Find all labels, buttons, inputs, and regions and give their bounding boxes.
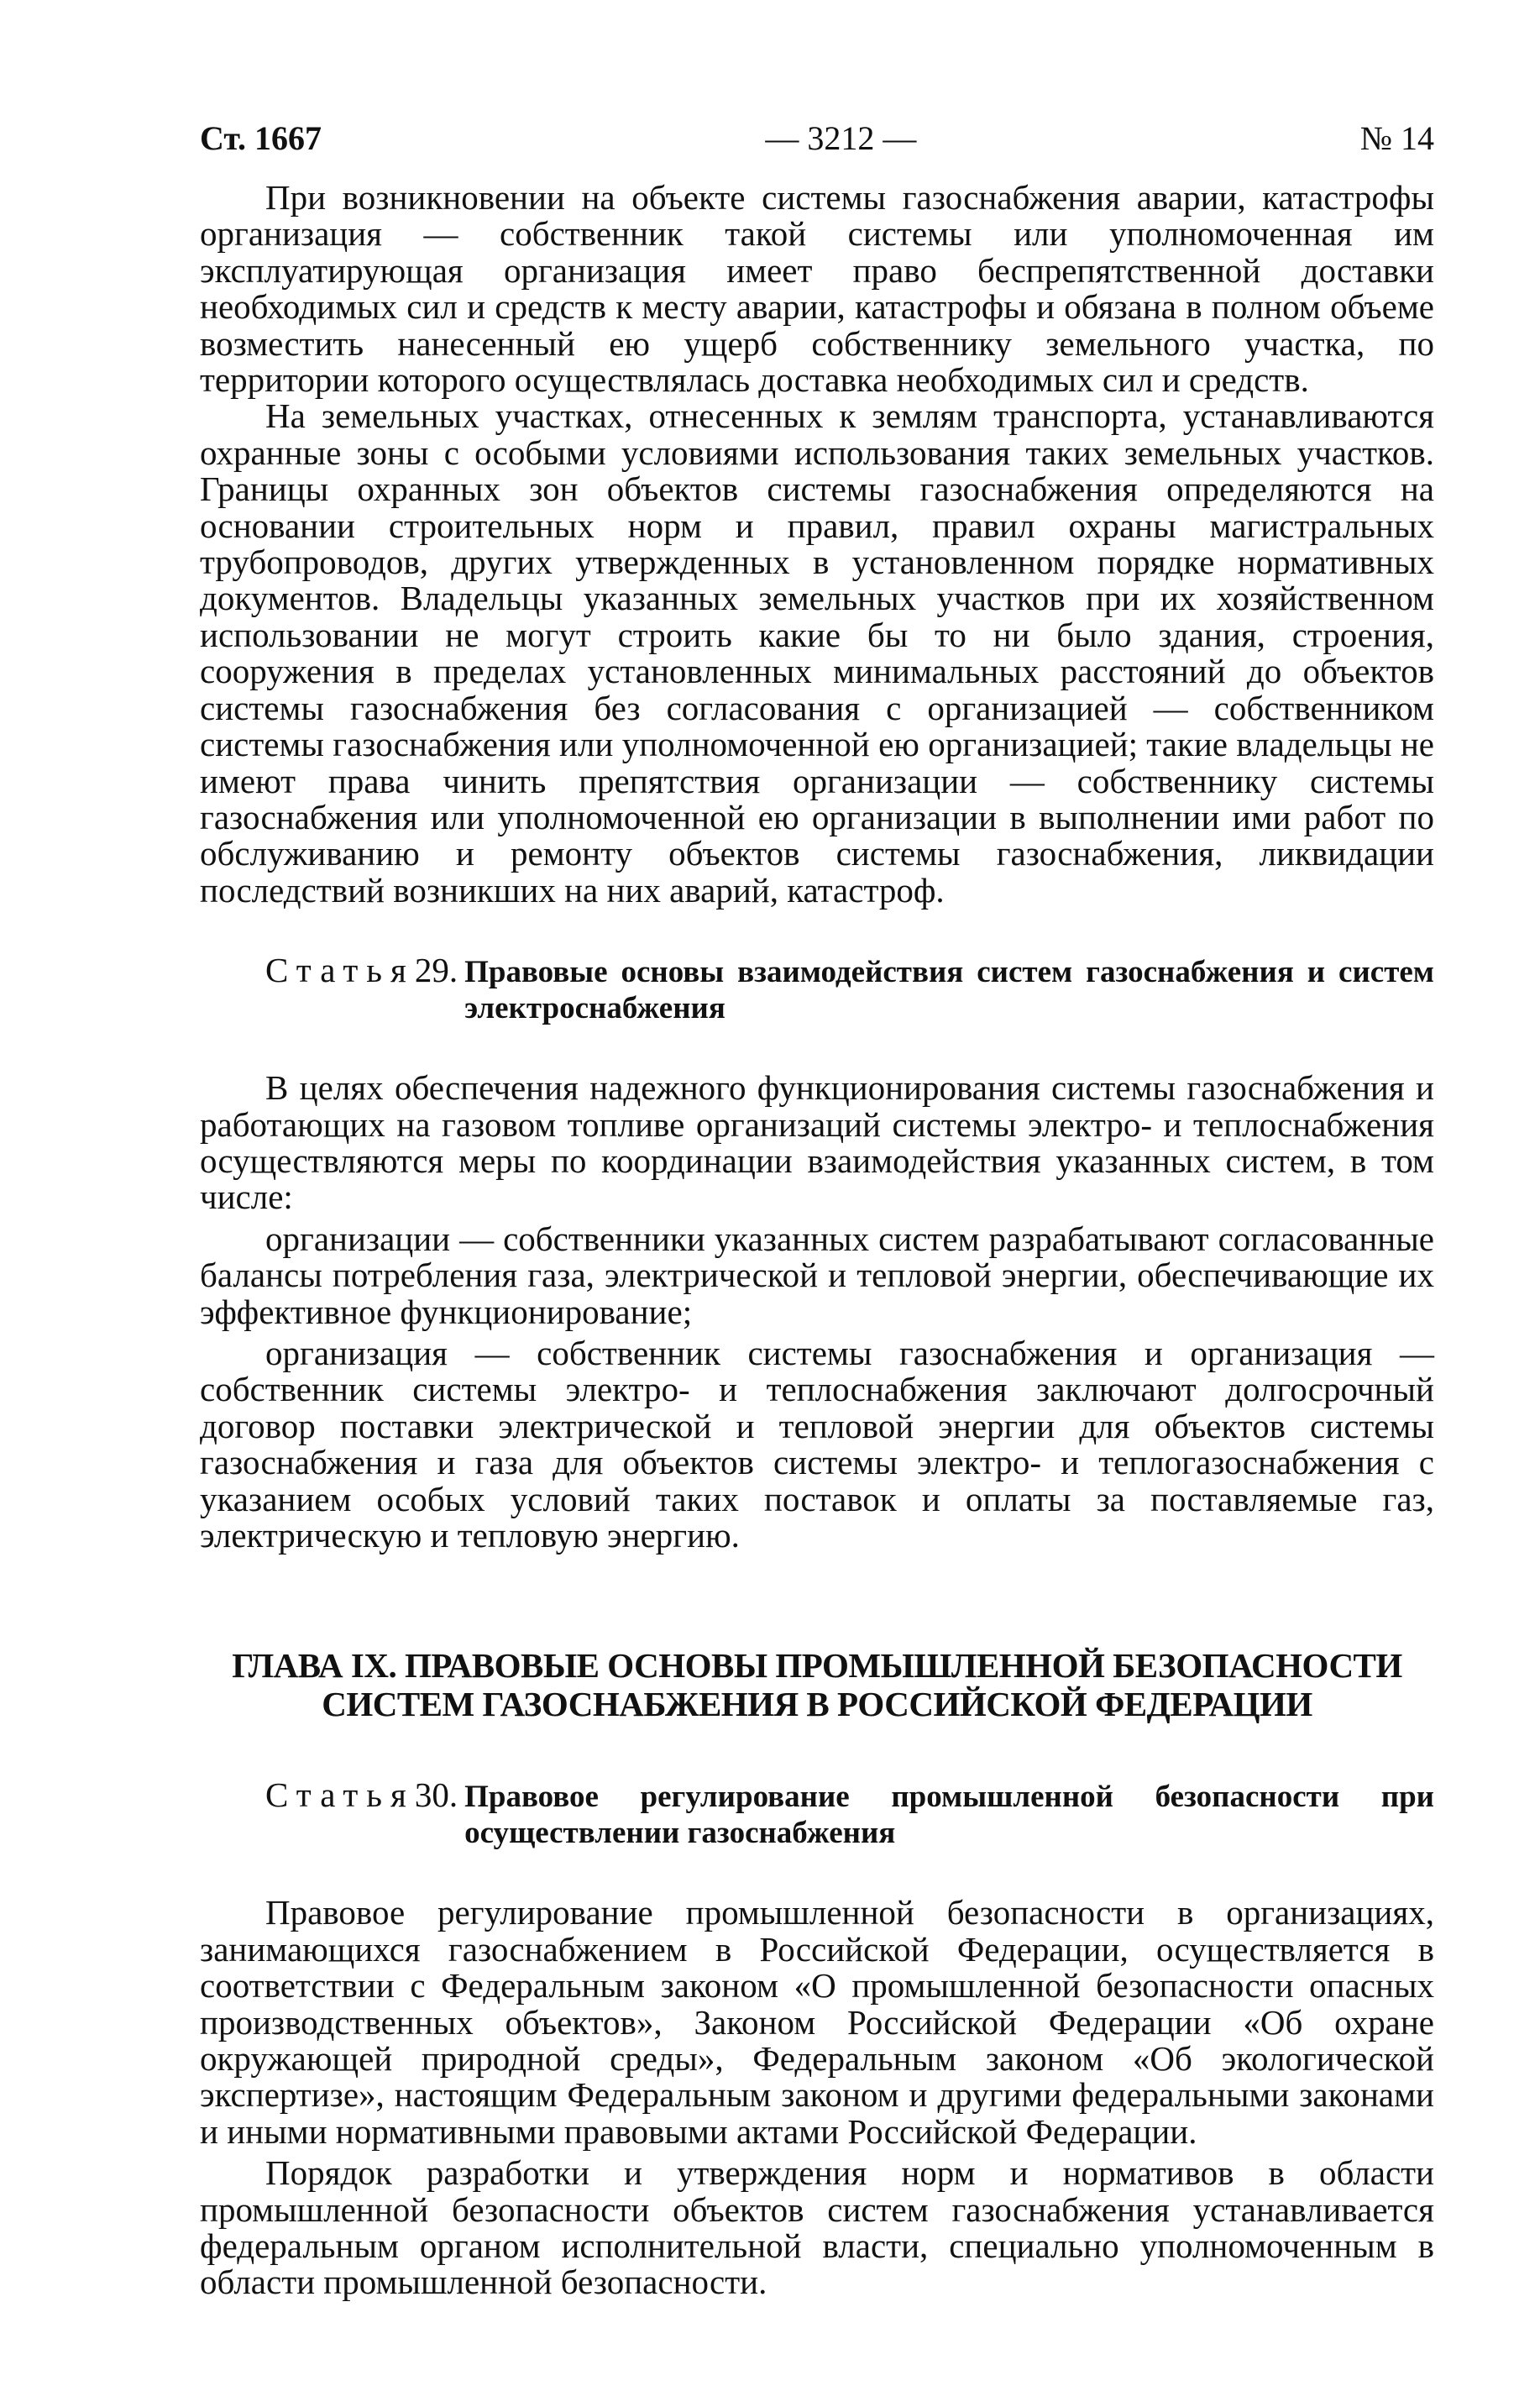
chapter-heading xyxy=(200,1646,1434,1723)
chapter-title-line: СИСТЕМ ГАЗОСНАБЖЕНИЯ В РОССИЙСКОЙ ФЕДЕРАЦИИ xyxy=(322,1685,1312,1724)
issue-number: № 14 xyxy=(1359,119,1434,157)
intro-section xyxy=(200,180,1434,909)
paragraph: При возникновении на объекте системы газоснабжения аварии, катастрофы организация — собственник такой системы или уполномоченная им эксплуатирующая организация имеет право беспрепятственной доставки необходимых сил и средств к месту аварии, катастрофы и обязана в полном объеме возместить нанесенный ею ущерб собственнику земельного участка, по территории которого осуществлялась доставка необходимых сил и средств. xyxy=(200,178,1434,400)
page-number: — 3212 — xyxy=(765,119,917,157)
article-keyword: Статья xyxy=(265,1775,415,1815)
article-reference: Ст. 1667 xyxy=(200,119,322,157)
article-title: Правовое регулирование промышленной безопасности при осуществлении газоснабжения xyxy=(464,1780,1434,1851)
document-page xyxy=(200,118,1434,2301)
article-number: 30. xyxy=(414,1775,458,1815)
article-keyword: Статья xyxy=(265,951,415,990)
paragraph: организация — собственник системы газоснабжения и организация — собственник системы электро- и теплоснабжения заключают долгосрочный договор поставки электрической и тепловой энергии для объектов системы газоснабжения и газа для объектов системы электро- и теплогазоснабжения с указанием особых условий таких поставок и оплаты за поставляемые газ, электрическую и тепловую энергию. xyxy=(200,1333,1434,1555)
article-title: Правовые основы взаимодействия систем газоснабжения и систем электроснабжения xyxy=(464,955,1434,1026)
article-30-heading xyxy=(200,1777,1434,1851)
paragraph: В целях обеспечения надежного функционирования системы газоснабжения и работающих на газовом топливе организаций системы электро- и теплоснабжения осуществляются меры по координации взаимодействия указанных систем, в том числе: xyxy=(200,1068,1434,1217)
paragraph: На земельных участках, отнесенных к землям транспорта, устанавливаются охранные зоны с особыми условиями использования таких земельных участков. Границы охранных зон объектов системы газоснабжения определяются на основании строительных норм и правил, правил охраны магистральных трубопроводов, других утвержденных в установленном порядке нормативных документов. Владельцы указанных земельных участков при их хозяйственном использовании не могут строить какие бы то ни было здания, строения, сооружения в пределах установленных минимальных расстояний до объектов системы газоснабжения без согласования с организацией — собственником системы газоснабжения или уполномоченной ею организацией; такие владельцы не имеют права чинить препятствия организации — собственнику системы газоснабжения или уполномоченной ею организации в выполнении ими работ по обслуживанию и ремонту объектов системы газоснабжения, ликвидации последствий возникших на них аварий, катастроф. xyxy=(200,396,1434,910)
paragraph: Порядок разработки и утверждения норм и нормативов в области промышленной безопасности объектов систем газоснабжения устанавливается федеральным органом исполнительной власти, специально уполномоченным в области промышленной безопасности. xyxy=(200,2153,1434,2302)
paragraph: организации — собственники указанных систем разрабатывают согласованные балансы потребления газа, электрической и тепловой энергии, обеспечивающие их эффективное функционирование; xyxy=(200,1219,1434,1331)
article-number: 29. xyxy=(414,951,458,990)
article-29-body xyxy=(200,1070,1434,1554)
article-29-heading xyxy=(200,952,1434,1026)
running-header xyxy=(200,118,1434,180)
chapter-title-line: ГЛАВА IX. ПРАВОВЫЕ ОСНОВЫ ПРОМЫШЛЕННОЙ БЕЗОПАСНОСТИ xyxy=(232,1646,1402,1686)
article-30-body xyxy=(200,1895,1434,2300)
paragraph: Правовое регулирование промышленной безопасности в организациях, занимающихся газоснабжением в Российской Федерации, осуществляется в соответствии с Федеральным законом «О промышленной безопасности опасных производственных объектов», Законом Российской Федерации «Об охране окружающей природной среды», Федеральным законом «Об экологической экспертизе», настоящим Федеральным законом и другими федеральными законами и иными нормативными правовыми актами Российской Федерации. xyxy=(200,1893,1434,2151)
